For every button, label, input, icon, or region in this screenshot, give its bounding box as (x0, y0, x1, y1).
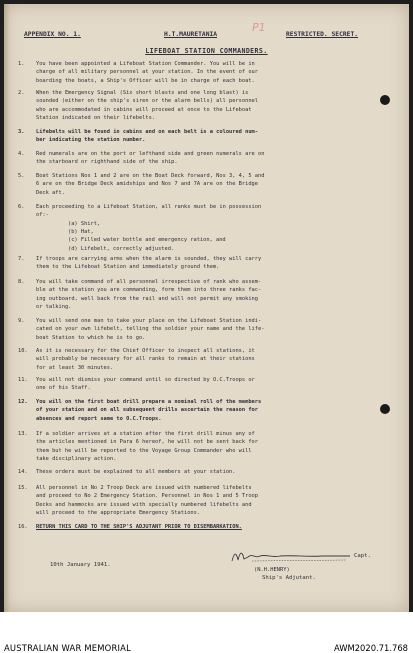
paragraph-number: 4. (18, 151, 25, 157)
paragraph-16 (18, 523, 393, 531)
page-edge (4, 4, 10, 612)
paragraph-text: You will on the first boat drill prepare a nominal roll of the members of your station and on all subsequent drills ascertain the reason for absences and report same to O.C.Troops. (36, 399, 262, 422)
signature-role: Ship's Adjutant. (262, 575, 316, 581)
paragraph-text: All personnel in No 2 Troop Deck are issued with numbered lifebelts and proceed to No 2 Emergency Station. Personnel in Nos 1 and 5 Troop Decks and hammocks are issued with specially numbered lifebelts and will proceed to the appropriate Emergency Stations. (36, 485, 258, 517)
paragraph-number: 12. (18, 399, 28, 405)
paragraph-text: You will not dismiss your command until so directed by O.C.Troops or one of his Staff. (36, 377, 255, 392)
paragraph-9 (18, 317, 393, 342)
paragraph-number: 7. (18, 256, 25, 262)
paragraph-number: 1. (18, 61, 25, 67)
paragraph-text: If troops are carrying arms when the alarm is sounded, they will carry them to the Lifeboat Station and immediately ground them. (36, 256, 262, 271)
ship-name: H.T.MAURETANIA (164, 31, 218, 38)
pencil-mark: P1 (252, 21, 266, 34)
paragraph-text: You have been appointed a Lifeboat Station Commander. You will be in charge of all military personnel at your station. In the event of our boarding the boats, a Ship's Officer will be in charge of each boat. (36, 61, 258, 84)
classification-label: RESTRICTED. SECRET. (286, 31, 359, 38)
paragraph-number: 10. (18, 348, 28, 354)
paragraph-text: As it is necessary for the Chief Officer to inspect all stations, it will probably be necessary for all ranks to remain at their stations for at least 30 minutes. (36, 348, 255, 371)
paragraph-text: Red numerals are on the port or lefthand side and green numerals are on the starboard or righthand side of the ship. (36, 151, 265, 166)
document-page (4, 4, 409, 612)
paragraph-number: 11. (18, 377, 28, 383)
document-header (24, 31, 397, 43)
list-item: (c) Filled water bottle and emergency ration, and (68, 237, 226, 244)
footer-bar (0, 612, 413, 653)
paragraph-text: Each proceeding to a Lifeboat Station, all ranks must be in possession of:- (36, 204, 262, 219)
paragraph-number: 14. (18, 469, 28, 475)
list-item: (a) Shirt, (68, 220, 101, 227)
paragraph-6 (18, 203, 393, 253)
document-date: 10th January 1941. (50, 562, 111, 568)
paragraph-14 (18, 468, 393, 476)
paragraph-11 (18, 376, 393, 393)
paragraph-number: 9. (18, 318, 25, 324)
signature-rank: Capt. (354, 553, 371, 559)
paragraph-text: When the Emergency Signal (Six short blasts and one long blast) is sounded (either on the ship's siren or the alarm bells) all personnel who are accommodated in cabins will proceed at once to the Lifeboat Station indicated on their lifebelts. (36, 90, 258, 122)
paragraph-4 (18, 150, 393, 167)
paragraph-6-list (68, 220, 393, 253)
paragraph-number: 6. (18, 204, 25, 210)
paragraph-number: 2. (18, 90, 25, 96)
paragraph-number: 13. (18, 431, 28, 437)
paragraph-text: Boat Stations Nos 1 and 2 are on the Boat Deck forward, Nos 3, 4, 5 and 6 are on the Bridge Deck amidships and Nos 7 and 7A are on the Bridge Deck aft. (36, 173, 265, 196)
paragraph-number: 15. (18, 485, 28, 491)
institution-label: AUSTRALIAN WAR MEMORIAL (4, 643, 131, 653)
paragraph-13 (18, 430, 393, 463)
paragraph-15 (18, 484, 393, 517)
appendix-label: APPENDIX NO. 1. (24, 31, 81, 38)
list-item: (d) Lifebelt, correctly adjusted. (68, 245, 175, 252)
paragraph-text: Lifebelts will be found in cabins and on each belt is a coloured num- ber indicating the station number. (36, 129, 258, 144)
paragraph-text: You will take command of all personnel irrespective of rank who assem- ble at the station you are commanding, form them into three ranks fac- ing outboard, well back from the rail and will not permit any smoking or talking. (36, 279, 262, 311)
paragraph-text: These orders must be explained to all members at your station. (36, 469, 236, 475)
paragraph-number: 16. (18, 524, 28, 530)
paragraph-12 (18, 398, 393, 423)
paragraph-number: 5. (18, 173, 25, 179)
paragraph-text: You will send one man to take your place on the Lifeboat Station indi- cated on your own lifebelt, telling the soldier your name and the life- boat Station to which he is to go. (36, 318, 265, 341)
paragraph-2 (18, 89, 393, 122)
paragraph-1 (18, 60, 393, 85)
paragraph-5 (18, 172, 393, 197)
handwritten-signature (226, 547, 356, 567)
paragraph-8 (18, 278, 393, 311)
paragraph-number: 8. (18, 279, 25, 285)
paragraph-3 (18, 128, 393, 145)
list-item: (b) Hat, (68, 229, 94, 236)
paragraph-text: RETURN THIS CARD TO THE SHIP'S ADJUTANT PRIOR TO DISEMBARKATION. (36, 524, 242, 530)
paragraph-10 (18, 347, 393, 372)
accession-number: AWM2020.71.768 (333, 643, 408, 653)
paragraph-text: If a soldier arrives at a station after the first drill minus any of the articles mentioned in Para 6 hereof, he will not be sent back for them but he will be reported to the Voyage Group Commander who will take disciplinary action. (36, 431, 258, 463)
signature-name: (N.H.HENRY) (254, 567, 290, 573)
document-title: LIFEBOAT STATION COMMANDERS. (145, 47, 268, 55)
paragraph-number: 3. (18, 129, 25, 135)
paragraph-7 (18, 255, 393, 272)
